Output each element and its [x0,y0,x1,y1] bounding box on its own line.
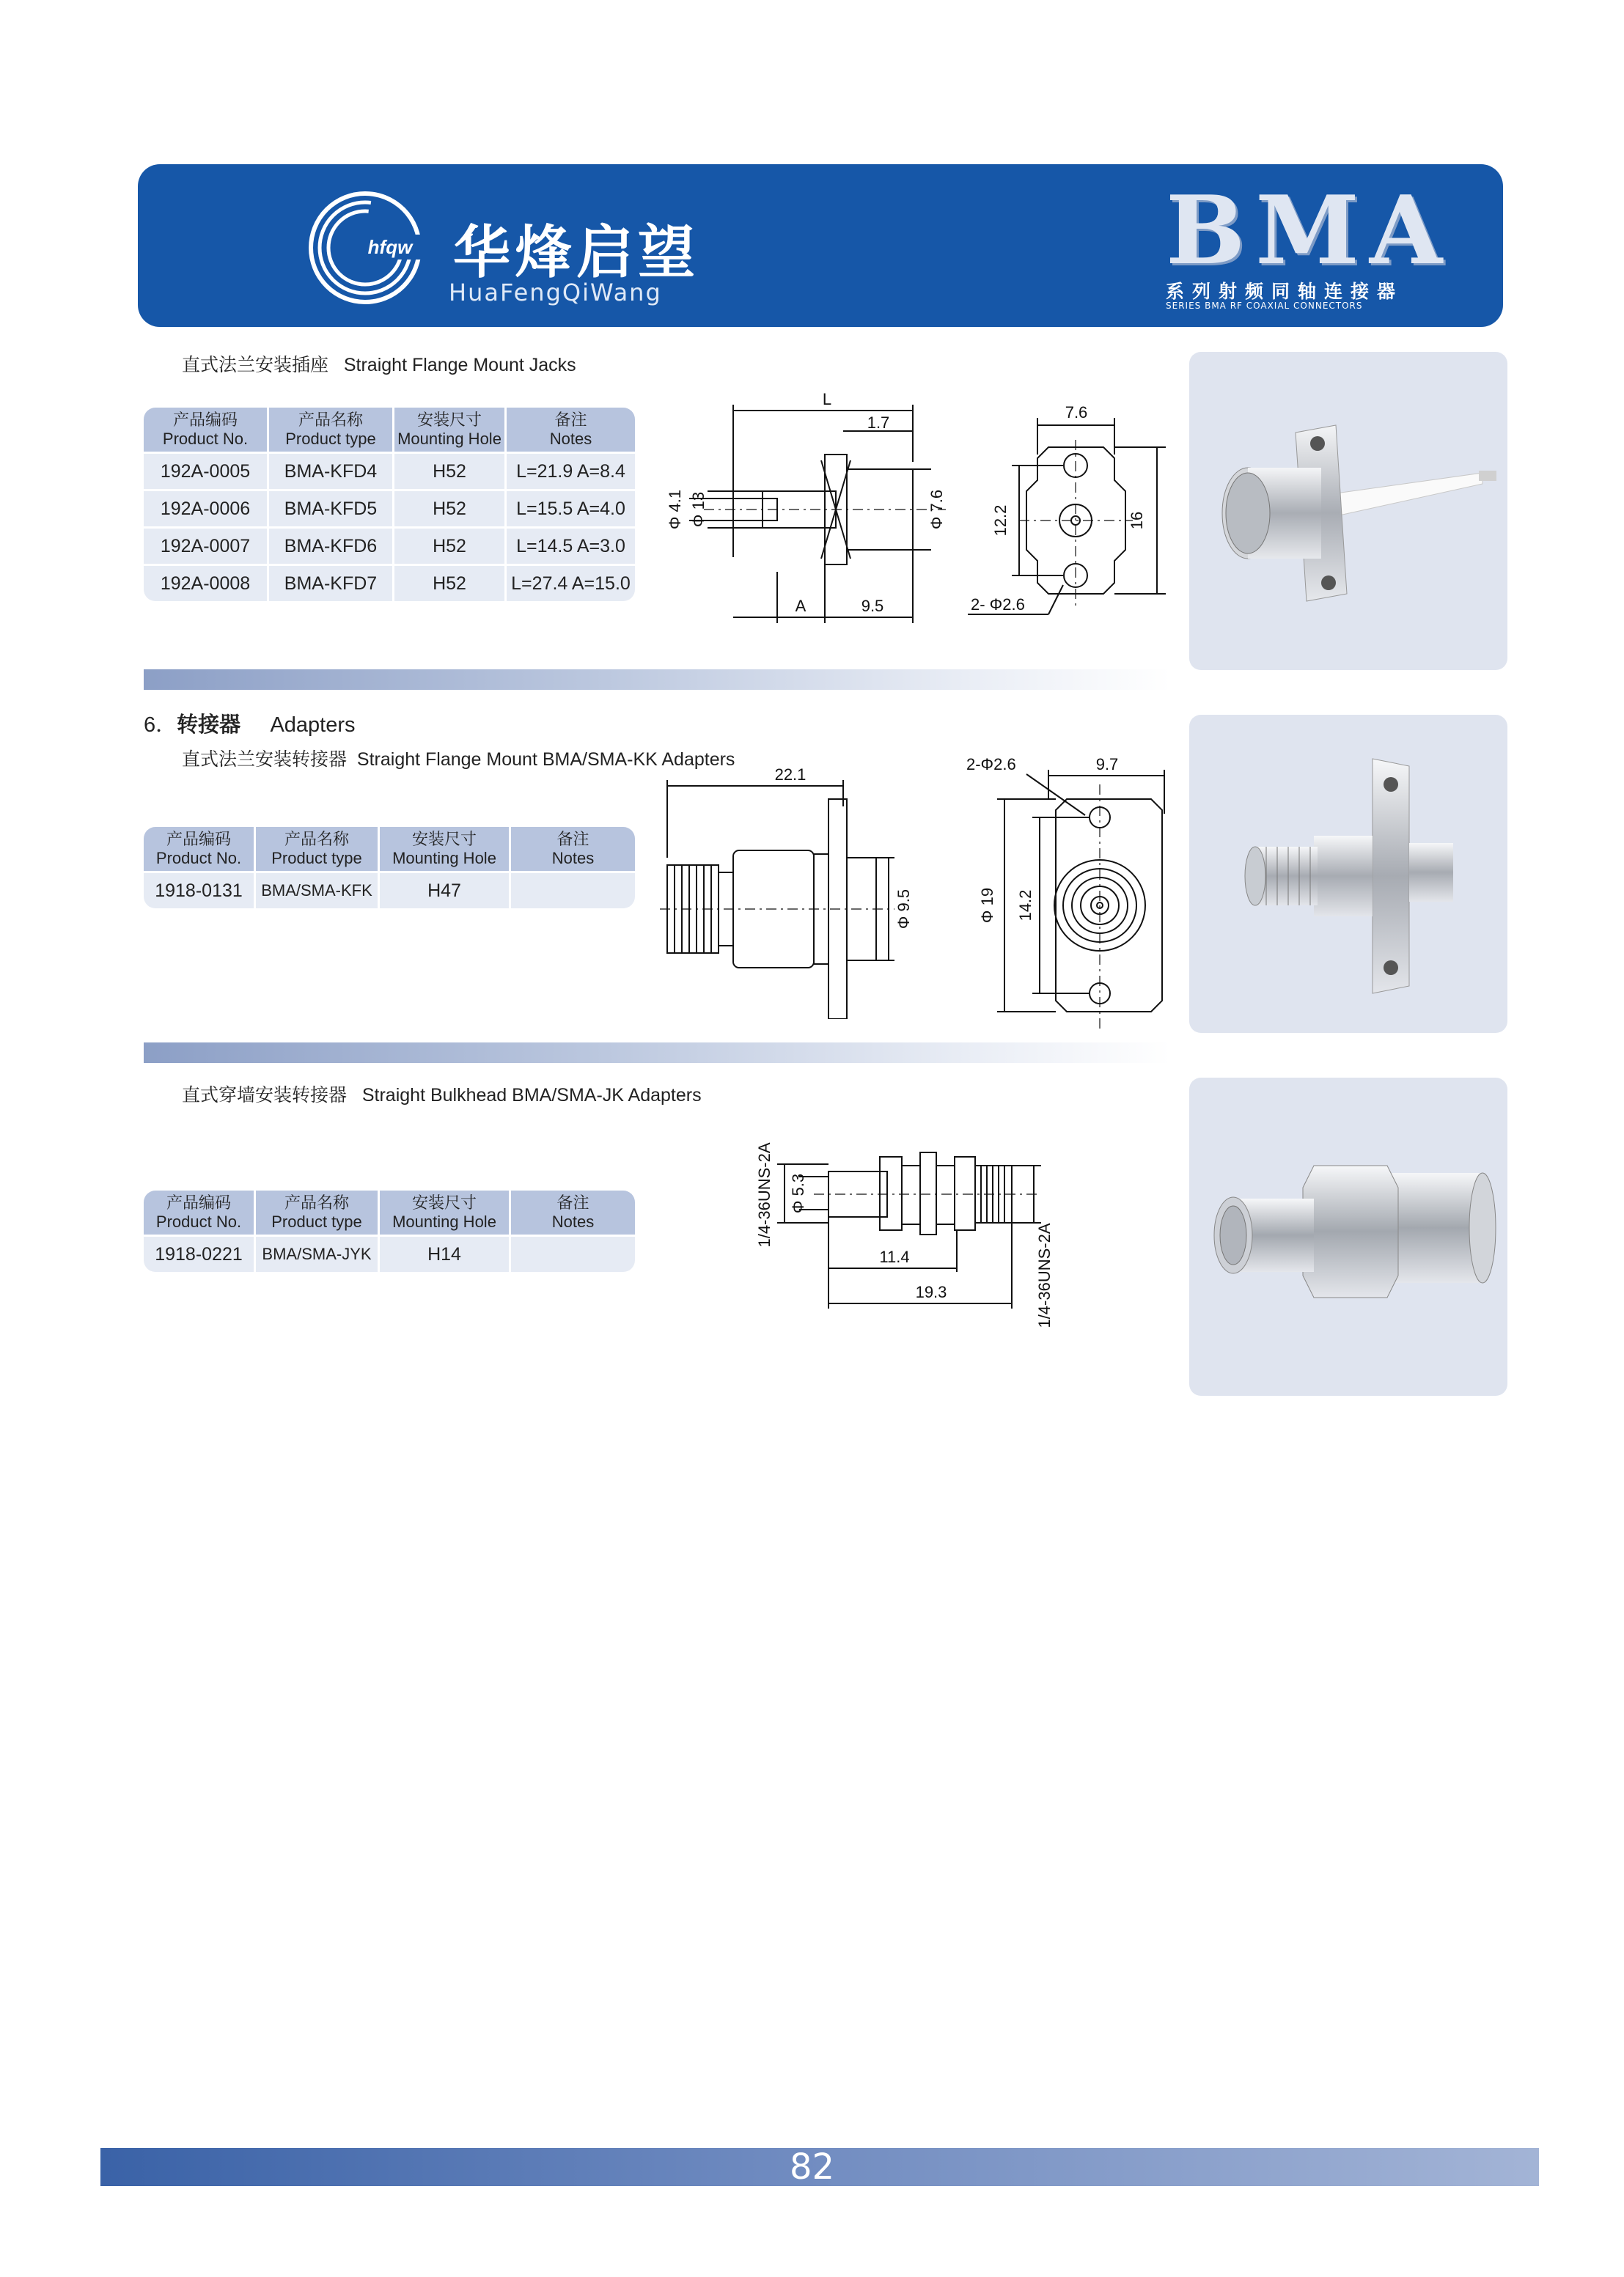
table-header-row [144,1191,635,1235]
section3-subtitle-cn: 直式穿墙安装转接器 [182,1085,348,1106]
series-subtitle-cn: 系列射频同轴连接器 [1166,281,1404,302]
table-row: 192A-0007 BMA-KFD6 H52 L=14.5 A=3.0 [144,526,635,564]
table-header-row [144,408,635,452]
col-product-no: 产品编码 Product No. [144,827,256,871]
col-notes: 备注 Notes [507,408,635,452]
dim-A: A [795,597,807,615]
product-photo-flange-jack [1189,352,1507,670]
col-notes: 备注 Notes [511,827,635,871]
section1-side-drawing [660,389,968,638]
section1-front-drawing [968,396,1180,630]
company-logo-icon [306,189,424,306]
table-row: 1918-0221 BMA/SMA-JYK H14 [144,1235,635,1272]
col-product-no: 产品编码 Product No. [144,408,269,452]
dim-holes: 2- Φ2.6 [971,595,1025,614]
table-header-row [144,827,635,871]
bulkhead-adapter-image [1189,1078,1507,1396]
section2-title-cn: 转接器 [177,713,241,737]
col-product-type: 产品名称 Product type [256,827,380,871]
section2-table [144,827,635,908]
dim-19-3: 19.3 [915,1283,947,1301]
col-product-no: 产品编码 Product No. [144,1191,256,1235]
flange-adapter-image [1189,715,1507,1033]
table-row: 192A-0008 BMA-KFD7 H52 L=27.4 A=15.0 [144,564,635,601]
brand-name-en: HuaFengQiWang [449,279,662,306]
dim-phi-9-5: Φ 9.5 [894,889,913,930]
dim-phi-1-3: Φ 13 [689,491,708,528]
col-notes: 备注 Notes [511,1191,635,1235]
table-row: 192A-0006 BMA-KFD5 H52 L=15.5 A=4.0 [144,489,635,526]
section2-subtitle-cn: 直式法兰安装转接器 [182,749,348,770]
section1-subtitle [182,350,576,377]
dim-thread-right: 1/4-36UNS-2A [1035,1223,1054,1328]
flange-jack-image [1189,352,1507,670]
section1-table [144,408,635,601]
section2-title [144,708,356,738]
series-title: BMA [1166,176,1453,286]
product-photo-flange-adapter [1189,715,1507,1033]
section3-drawing [748,1136,1078,1334]
dim-holes: 2-Φ2.6 [966,755,1016,773]
section3-table [144,1191,635,1272]
section2-side-drawing [660,762,968,1019]
section1-subtitle-en: Straight Flange Mount Jacks [343,355,576,375]
dim-22-1: 22.1 [774,765,807,784]
dim-phi-5-3: Φ 5.3 [789,1173,807,1214]
dim-14-2: 14.2 [1016,889,1035,922]
series-subtitle-en: SERIES BMA RF COAXIAL CONNECTORS [1166,301,1363,311]
section1-subtitle-cn: 直式法兰安装插座 [182,355,329,375]
table-row: 192A-0005 BMA-KFD4 H52 L=21.9 A=8.4 [144,452,635,489]
dim-12-2: 12.2 [991,504,1010,537]
dim-phi-7-6: Φ 7.6 [927,489,946,530]
col-mounting-hole: 安装尺寸 Mounting Hole [394,408,507,452]
dim-phi-4-1: Φ 4.1 [666,489,684,530]
dim-1-7: 1.7 [867,413,890,432]
dim-16: 16 [1128,511,1146,530]
dim-phi-19: Φ 19 [978,887,996,924]
col-product-type: 产品名称 Product type [256,1191,380,1235]
section2-subtitle [182,745,735,771]
section-divider [144,1042,1170,1063]
section2-subtitle-en: Straight Flange Mount BMA/SMA-KK Adapters [356,749,735,770]
dim-9-7: 9.7 [1095,755,1119,773]
section2-front-drawing [960,748,1180,1041]
dim-L: L [822,390,832,408]
col-product-type: 产品名称 Product type [269,408,394,452]
section3-subtitle-en: Straight Bulkhead BMA/SMA-JK Adapters [361,1085,702,1106]
section2-title-en: Adapters [270,713,356,737]
section3-subtitle [182,1081,702,1107]
col-mounting-hole: 安装尺寸 Mounting Hole [380,827,511,871]
dim-7-6-width: 7.6 [1065,403,1088,422]
product-photo-bulkhead-adapter [1189,1078,1507,1396]
brand-name-cn: 华烽启望 [453,220,700,286]
dim-9-5: 9.5 [861,597,884,615]
page-number: 82 [789,2147,835,2188]
logo-text: hfqw [367,236,413,258]
dim-11-4: 11.4 [879,1248,910,1266]
section-divider [144,669,1170,690]
section2-number: 6． [144,713,177,737]
dim-thread-left: 1/4-36UNS-2A [755,1142,774,1248]
col-mounting-hole: 安装尺寸 Mounting Hole [380,1191,511,1235]
table-row: 1918-0131 BMA/SMA-KFK H47 [144,871,635,908]
